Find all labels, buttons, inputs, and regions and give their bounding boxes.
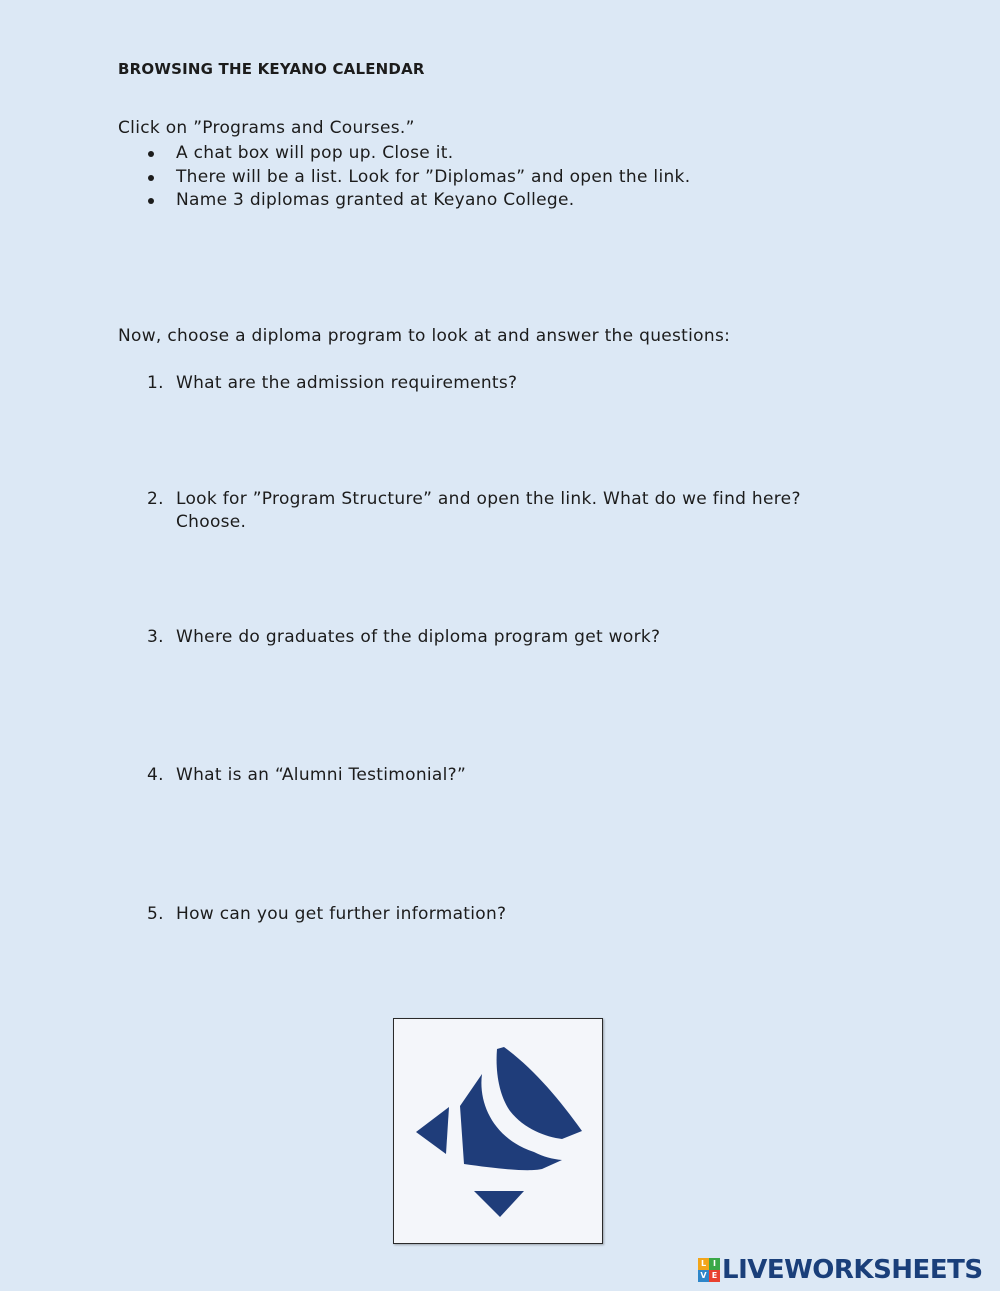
logo-right-crescent	[497, 1047, 582, 1139]
bullet-icon	[148, 175, 154, 181]
question-text: What are the admission requirements?	[176, 373, 518, 393]
question-number: 3.	[147, 627, 164, 647]
list-item-text: Name 3 diplomas granted at Keyano College.	[176, 190, 575, 210]
logo-left-triangle	[416, 1107, 449, 1154]
list-item-text: There will be a list. Look for ”Diplomas” and open the link.	[176, 166, 691, 187]
question-5	[118, 903, 858, 926]
brand-name: LIVEWORKSHEETS	[722, 1255, 983, 1285]
liveworksheets-logo-icon	[698, 1258, 720, 1282]
list-item-text: A chat box will pop up. Close it.	[176, 143, 454, 163]
question-text: What is an “Alumni Testimonial?”	[176, 765, 467, 785]
question-number: 1.	[147, 373, 164, 393]
brand-letter: I	[709, 1258, 720, 1270]
list-item	[118, 142, 690, 166]
instruction-list	[118, 142, 690, 213]
list-item	[118, 189, 690, 213]
question-2	[118, 488, 858, 534]
page-title: BROWSING THE KEYANO CALENDAR	[118, 60, 425, 78]
question-number: 2.	[147, 489, 164, 509]
brand-letter: L	[698, 1258, 709, 1270]
list-item	[118, 166, 690, 190]
brand-letter: E	[709, 1270, 720, 1282]
bullet-icon	[148, 198, 154, 204]
question-4	[118, 764, 858, 787]
question-text: Look for ”Program Structure” and open the link. What do we find here? Choose.	[176, 489, 801, 532]
question-text: Where do graduates of the diploma program get work?	[176, 627, 661, 647]
question-text: How can you get further information?	[176, 904, 507, 924]
brand-letter: V	[698, 1270, 709, 1282]
question-3	[118, 626, 858, 649]
keyano-logo	[393, 1018, 603, 1244]
question-1	[118, 372, 858, 395]
intro-instruction: Click on ”Programs and Courses.”	[118, 118, 415, 138]
logo-bottom-triangle	[474, 1191, 524, 1217]
question-number: 5.	[147, 904, 164, 924]
questions-lead: Now, choose a diploma program to look at and answer the questions:	[118, 326, 731, 346]
question-number: 4.	[147, 765, 164, 785]
bullet-icon	[148, 151, 154, 157]
keyano-logo-icon	[394, 1019, 602, 1243]
liveworksheets-brand	[698, 1255, 983, 1285]
